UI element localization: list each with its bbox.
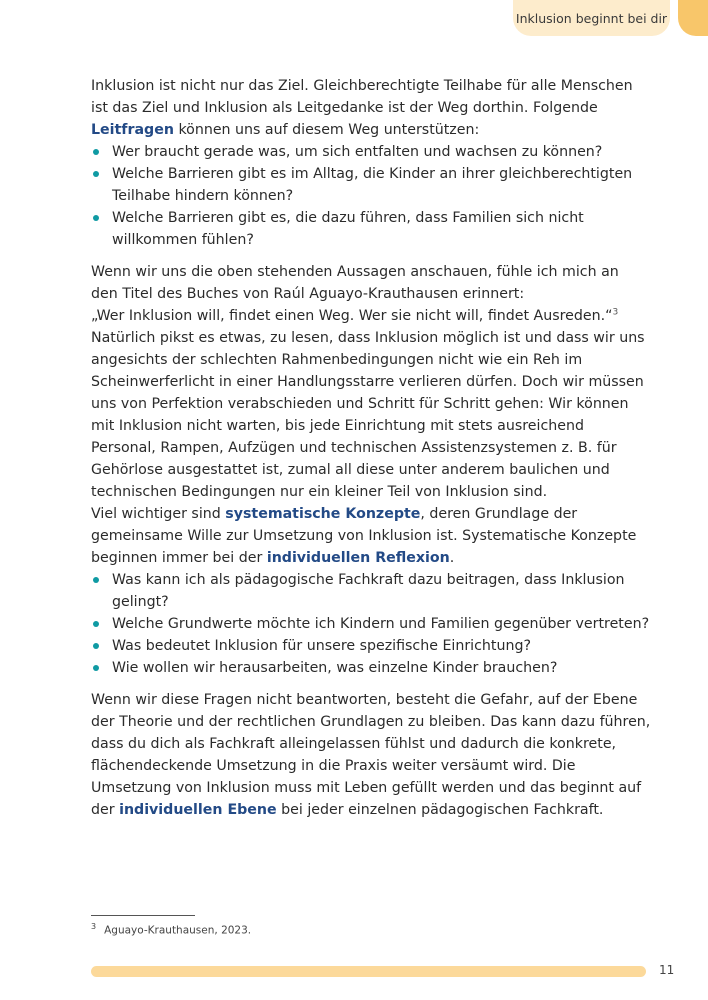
list-item-text: Welche Grundwerte möchte ich Kindern und Familien gegenüber vertreten? [112, 616, 650, 632]
intro-text: Inklusion ist nicht nur das Ziel. Gleichberechtigte Teilhabe für alle Menschen ist das Ziel und Inklusion als Leitgedanke ist der Weg dorthin. Folgende [91, 78, 633, 116]
concepts-paragraph [91, 503, 651, 569]
highlight-individual-reflection: individuellen Reflexion [266, 550, 450, 566]
paragraph-text: Natürlich pikst es etwas, zu lesen, dass Inklusion möglich ist und dass wir uns angesichts der schlechten Rahmenbedingungen nicht wie ein Reh im Scheinwerferlicht in einer Handlungsstarre verlieren dürfen. Doch wir müssen uns von Perfektion verabschieden und Schritt für Schritt gehen: Wir können mit Inklusion nicht warten, bis jede Einrichtung mit stets ausreichend Personal, Rampen, Aufzügen und technischen Assistenzsystemen z. B. für Gehörlose ausgestattet ist, zumal all diese unter anderem baulichen und technischen Bedingungen nur ein kleiner Teil von Inklusion sind. [91, 330, 645, 500]
bullet-icon [93, 577, 99, 583]
list-item-text: Welche Barrieren gibt es, die dazu führen, dass Familien sich nicht willkommen fühlen? [112, 210, 584, 248]
highlight-systematic-concepts: systematische Konzepte [225, 506, 421, 522]
list-item-text: Was bedeutet Inklusion für unsere spezifische Einrichtung? [112, 638, 531, 654]
paragraph-line: den Titel des Buches von Raúl Aguayo-Krauthausen erinnert: [91, 286, 525, 302]
running-header [513, 0, 670, 36]
paragraph-text: Viel wichtiger sind [91, 506, 226, 522]
paragraph-text: . [449, 550, 455, 566]
footnote-text: Aguayo-Krauthausen, 2023. [104, 924, 252, 937]
list-item [91, 569, 651, 613]
header-corner-decoration [678, 0, 708, 36]
list-item-text: Wie wollen wir herausarbeiten, was einzelne Kinder brauchen? [112, 660, 558, 676]
book-quote: „Wer Inklusion will, findet einen Weg. Wer sie nicht will, findet Ausreden.“ [91, 308, 613, 324]
list-item-text: Wer braucht gerade was, um sich entfalten und wachsen zu können? [112, 144, 603, 160]
bullet-icon [93, 215, 99, 221]
footnote [91, 922, 251, 937]
list-item [91, 207, 651, 251]
main-content [91, 75, 651, 821]
list-item [91, 635, 651, 657]
list-item [91, 141, 651, 163]
quote-paragraph [91, 261, 651, 503]
bullet-icon [93, 171, 99, 177]
bullet-icon [93, 643, 99, 649]
intro-paragraph [91, 75, 651, 141]
paragraph-line: Wenn wir uns die oben stehenden Aussagen anschauen, fühle ich mich an [91, 264, 619, 280]
list-item-text: Was kann ich als pädagogische Fachkraft dazu beitragen, dass Inklusion gelingt? [112, 572, 625, 610]
bullet-icon [93, 149, 99, 155]
bullet-icon [93, 621, 99, 627]
paragraph-text: bei jeder einzelnen pädagogischen Fachkraft. [276, 802, 604, 818]
reflection-questions-list [91, 569, 651, 679]
list-item-text: Welche Barrieren gibt es im Alltag, die Kinder an ihrer gleichberechtigten Teilhabe hindern können? [112, 166, 633, 204]
conclusion-paragraph [91, 689, 651, 821]
highlight-individual-level: individuellen Ebene [119, 802, 277, 818]
running-header-title: Inklusion beginnt bei dir [515, 10, 668, 26]
footnote-number: 3 [91, 922, 97, 931]
intro-highlight: Leitfragen [91, 122, 174, 138]
page-number: 11 [659, 963, 675, 977]
footer-bar-decoration [91, 966, 646, 977]
list-item [91, 657, 651, 679]
paragraph-text: , deren Grundlage der gemeinsame Wille zur Umsetzung von Inklusion ist. Systematische Konzepte beginnen immer bei der [91, 506, 637, 566]
list-item [91, 613, 651, 635]
list-item [91, 163, 651, 207]
paragraph-text: Wenn wir diese Fragen nicht beantworten, besteht die Gefahr, auf der Ebene der Theorie und der rechtlichen Grundlagen zu bleiben. Das kann dazu führen, dass du dich als Fachkraft alleingelassen fühlst und dadurch die konkrete, flächendeckende Umsetzung in die Praxis weiter versäumt wird. Die Umsetzung von Inklusion muss mit Leben gefüllt werden und das beginnt auf der [91, 692, 651, 818]
guiding-questions-list [91, 141, 651, 251]
bullet-icon [93, 665, 99, 671]
footnote-reference: 3 [612, 307, 619, 318]
footnote-divider [91, 915, 195, 916]
intro-text: können uns auf diesem Weg unterstützen: [173, 122, 480, 138]
